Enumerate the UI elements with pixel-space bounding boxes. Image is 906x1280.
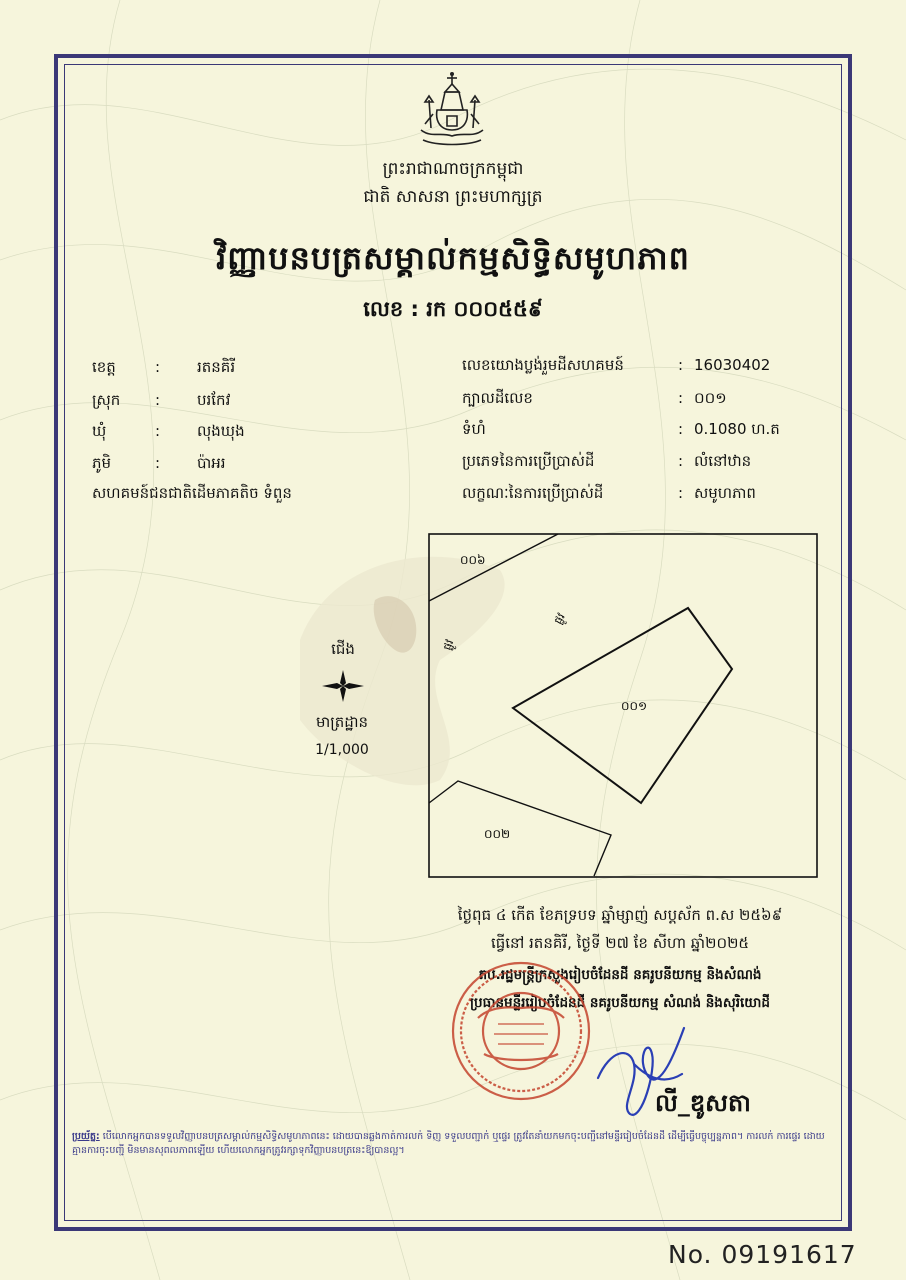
community-ref-value: 16030402: [694, 356, 771, 374]
district-sep: :: [155, 391, 161, 409]
official-seal-icon: [448, 958, 594, 1104]
land-use-nature-value: សមូហភាព: [694, 484, 756, 502]
land-use-type-sep: :: [678, 452, 684, 470]
warning-note: [72, 1130, 834, 1208]
community-line: សហគមន៍ជនជាតិដើមភាគតិច ទំពួន: [92, 484, 292, 502]
authority-line-1: តប.រដ្ឋមន្ត្រីក្រសួងរៀបចំដែនដី នគរូបនីយកម្ម និងសំណង់: [478, 967, 762, 983]
issue-date: ធ្វើនៅ រតនគិរី, ថ្ងៃទី ២៧ ខែ សីហា ឆ្នាំ២០២៥: [490, 934, 750, 952]
village-label: ភូមិ: [92, 454, 112, 472]
national-motto: ជាតិ សាសនា ព្រះមហាក្សត្រ: [363, 187, 543, 207]
land-use-nature-sep: :: [678, 484, 684, 502]
province-label: ខេត្ត: [92, 358, 116, 376]
scale-label: មាត្រដ្ឋាន: [315, 713, 369, 731]
certificate-title: វិញ្ញាបនបត្រសម្គាល់កម្មសិទ្ធិសមូហភាព: [216, 239, 690, 277]
village-sep: :: [155, 454, 161, 472]
land-use-type-label: ប្រភេទនៃការប្រើប្រាស់ដី: [462, 452, 595, 470]
province-sep: :: [155, 358, 161, 376]
district-label: ស្រុក: [92, 391, 121, 409]
area-label: ទំហំ: [462, 420, 486, 438]
authority-line-2: ប្រធានមន្ទីររៀបចំដែនដី នគរូបនីយកម្ម សំណង់ និងសុរិយោដី: [470, 995, 770, 1011]
road-label: ផ្លូវ: [551, 610, 568, 627]
serial-number: No. 09191617: [668, 1240, 857, 1269]
signer-name: លី_ឌូសតា: [655, 1089, 751, 1117]
compass-rose-icon: [320, 668, 366, 704]
north-label: ជើង: [331, 640, 355, 658]
area-value: 0.1080 ហ.ត: [694, 420, 780, 438]
parcel-001-label: ០០១: [621, 699, 648, 713]
commune-sep: :: [155, 422, 161, 440]
warning-text: បើលោកអ្នកបានទទួលវិញ្ញាបនបត្រសម្គាល់កម្មសិទ្ធិសមូហភាពនេះ ដោយបានឆ្លងកាត់ការលក់ ទិញ ទទួលបញ្ជាក់ ឬផ្ទេរ ត្រូវតែនាំយកមកចុះបញ្ជីនៅមន្ទីររៀបចំដែនដី ដើម្បីធ្វើបច្ចុប្បន្នភាព។ ការលក់ ការផ្ទេរ ដោយគ្មានការចុះបញ្ជី មិនមានសុពលភាពឡើយ ហើយលោកអ្នកត្រូវរក្សាទុកវិញ្ញាបនបត្រនេះឱ្យបានល្អ។: [72, 1131, 825, 1156]
kingdom-title: ព្រះរាជាណាចក្រកម្ពុជា: [382, 159, 524, 179]
certificate-number: លេខ : រក ០០០៥៥៩: [363, 297, 543, 321]
road-label: ផ្លូវ: [440, 637, 457, 653]
parcel-006-boundary: [429, 534, 558, 601]
commune-value: លុងឃុង: [197, 422, 245, 440]
lunar-date: ថ្ងៃពុធ ៤ កើត ខែភទ្របទ ឆ្នាំម្សាញ់ សប្តស័ក ព.ស ២៥៦៩: [457, 906, 783, 924]
royal-emblem-icon: [411, 70, 493, 152]
village-value: ប៉ាអរ: [197, 454, 226, 472]
parcel-number-label: ក្បាលដីលេខ: [462, 389, 533, 407]
parcel-map: [428, 533, 818, 878]
parcel-006-label: ០០៦: [460, 553, 486, 567]
community-ref-label: លេខយោងប្លង់រួមដីសហគមន៍: [462, 356, 624, 374]
warning-label: ប្រយ័ត្ន:: [72, 1131, 100, 1142]
land-use-nature-label: លក្ខណៈនៃការប្រើប្រាស់ដី: [462, 484, 604, 502]
commune-label: ឃុំ: [92, 422, 107, 440]
area-sep: :: [678, 420, 684, 438]
district-value: បរកែវ: [197, 391, 231, 409]
parcel-002-label: ០០២: [484, 827, 511, 841]
land-use-type-value: លំនៅឋាន: [694, 452, 752, 470]
community-ref-sep: :: [678, 356, 684, 374]
parcel-number-sep: :: [678, 389, 684, 407]
province-value: រតនគិរី: [197, 358, 236, 376]
parcel-002-boundary: [429, 781, 611, 876]
scale-value: 1/1,000: [315, 742, 369, 758]
parcel-number-value: ០០១: [694, 389, 727, 407]
